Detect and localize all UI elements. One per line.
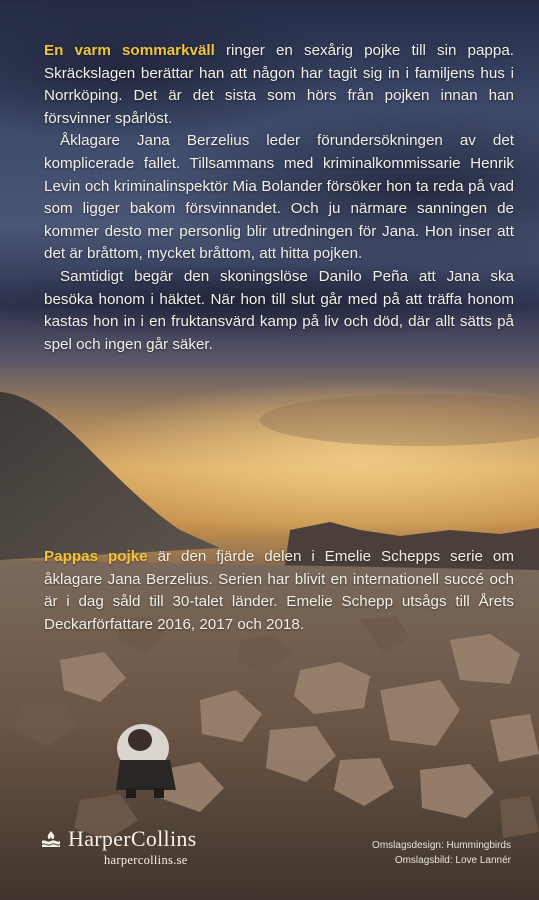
series-paragraph bbox=[44, 546, 514, 636]
book-title: Pappas pojke bbox=[44, 548, 148, 565]
blurb-paragraph-2: Åklagare Jana Berzelius leder förundersökningen av det komplicerade fallet. Tillsammans med kriminalkommissarie Henrik Levin och kriminalinspektör Mia Bolander försöker hon ta reda på vad som ligger bakom försvinnandet. Och ju närmare sanningen de kommer desto mer personlig blir utredningen för Jana. Hon inser att det är bråttom, mycket bråttom, att hitta pojken. bbox=[44, 132, 514, 263]
blurb-lead-phrase: En varm sommarkväll bbox=[44, 42, 215, 59]
series-paragraph-rest: är den fjärde delen i Emelie Schepps serie om åklagare Jana Berzelius. Serien har blivit en internationell succé och är i dag såld till 30-talet länder. Emelie Schepp utsågs till Årets Deckarförfattare 2016, 2017 och 2018. bbox=[44, 548, 514, 633]
series-text bbox=[44, 546, 514, 636]
fire-and-water-logo-icon bbox=[40, 830, 62, 848]
publisher-url: harpercollins.se bbox=[104, 853, 188, 867]
blurb-paragraph-1-rest: ringer en sexårig pojke till sin pappa. Skräckslagen berättar han att någon har tagit sig in i familjens hus i Norrköping. Det är det sista som hörs från pojken innan han försvinner spårlöst. bbox=[44, 42, 514, 127]
design-credit: Omslagsdesign: Hummingbirds bbox=[372, 840, 511, 851]
publisher-block bbox=[40, 826, 197, 868]
blurb-paragraph-3: Samtidigt begär den skoningslöse Danilo Peña att Jana ska besöka honom i häktet. När hon till slut går med på att träffa honom kastas hon in i en fruktansvärd kamp på liv och död, där allt sätts på spel och ingen går säker. bbox=[44, 267, 514, 353]
cover-credits bbox=[372, 838, 511, 868]
publisher-name: HarperCollins bbox=[68, 826, 197, 851]
blurb-paragraph-1 bbox=[44, 40, 514, 130]
photo-credit: Omslagsbild: Love Lannér bbox=[394, 855, 511, 866]
blurb-text bbox=[44, 40, 514, 356]
